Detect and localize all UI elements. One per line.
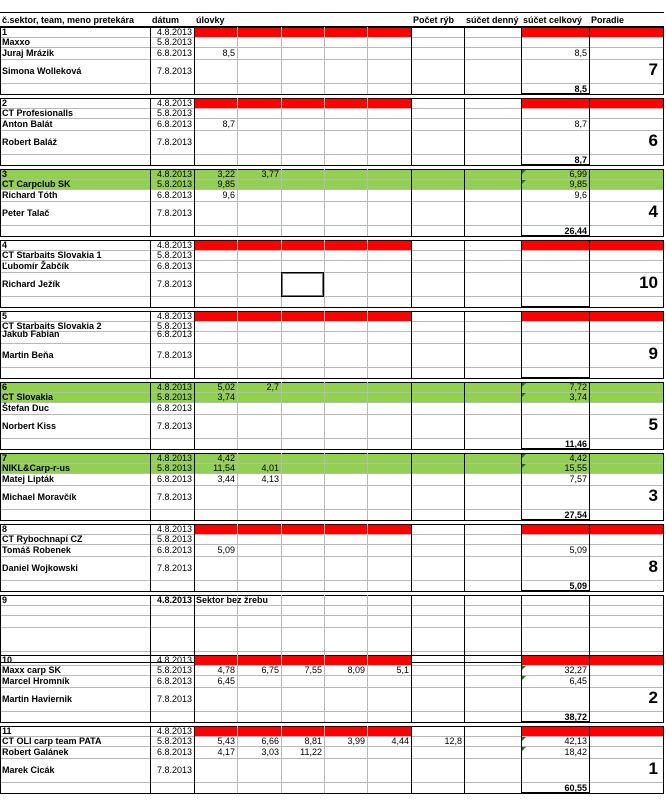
grid-line [411, 595, 412, 662]
date-cell: 6.8.2013 [156, 118, 192, 129]
team-member-name: Richard Tóth [2, 189, 58, 200]
sector-rank: 5 [648, 414, 658, 434]
grid-line [0, 627, 664, 628]
team-member-name: CT Profesionalls [2, 108, 74, 118]
grid-line [237, 169, 238, 236]
cell-comment-marker [522, 170, 526, 174]
header-catches: úlovky [196, 14, 225, 25]
team-member-name: Juraj Mrázik [2, 47, 55, 58]
grid-line [464, 240, 465, 307]
grid-line [367, 240, 368, 307]
catch-weight: 11,22 [300, 746, 322, 757]
grid-line [237, 382, 238, 449]
grid-line [367, 311, 368, 378]
catch-weight: 4,01 [261, 463, 279, 473]
total-sum-cell: 4,42 [569, 453, 587, 463]
sector-rank: 6 [648, 130, 658, 150]
total-underline [521, 377, 589, 378]
grid-line [324, 595, 325, 662]
team-member-name: CT OLI carp team PATA [2, 736, 102, 746]
grid-line [324, 453, 325, 520]
grid-line [324, 27, 325, 94]
grid-line [194, 27, 195, 94]
fish-count-cell: 12,8 [444, 736, 462, 746]
date-cell: 4.8.2013 [156, 240, 192, 250]
header-total-sum: súčet celkový [523, 14, 583, 25]
catch-weight: 3,22 [217, 169, 235, 179]
grid-line [0, 595, 1, 662]
sector-rank: 1 [648, 758, 658, 778]
team-member-name: Štefan Duc [2, 402, 50, 413]
date-cell: 6.8.2013 [156, 402, 192, 413]
grid-line [281, 311, 282, 378]
catch-weight: 6,45 [217, 675, 235, 686]
grid-line [281, 524, 282, 591]
grid-line [367, 98, 368, 165]
catch-weight: 5,02 [217, 382, 235, 392]
grid-line [367, 27, 368, 94]
grid-line [411, 524, 412, 591]
grid-line [464, 726, 465, 793]
date-cell: 6.8.2013 [156, 473, 192, 484]
grid-line [194, 240, 195, 307]
team-member-name: CT Starbaits Slovakia 2 [2, 321, 102, 331]
sector-grand-total: 27,54 [564, 509, 587, 520]
date-cell: 4.8.2013 [156, 595, 192, 605]
total-sum-cell: 6,45 [569, 675, 587, 686]
grid-line [367, 595, 368, 662]
grid-line [0, 12, 664, 13]
catch-weight: 6,75 [261, 665, 279, 675]
date-cell: 7.8.2013 [156, 136, 192, 147]
total-sum-cell: 9,6 [574, 189, 587, 200]
team-member-name: Michael Moravčík [2, 491, 77, 502]
header-sector-team: č.sektor, team, meno pretekára [2, 14, 135, 25]
catch-weight: 4,13 [261, 473, 279, 484]
header-daily-sum: súčet denný [466, 14, 519, 25]
grid-line [589, 595, 590, 662]
grid-line [237, 311, 238, 378]
grid-line [237, 240, 238, 307]
grid-line [324, 382, 325, 449]
team-member-name: Norbert Kiss [2, 420, 57, 431]
catch-weight: 4,44 [391, 736, 409, 746]
no-catch-band [194, 240, 411, 250]
grid-line [324, 169, 325, 236]
grid-line [521, 595, 522, 662]
grid-line [237, 595, 238, 662]
sector-rank: 3 [648, 485, 658, 505]
grid-line [411, 169, 412, 236]
date-cell: 5.8.2013 [156, 179, 192, 189]
sector-number: 6 [2, 382, 8, 392]
team-member-name: Simona Wolleková [2, 65, 82, 76]
total-sum-cell: 32,27 [564, 665, 587, 675]
sector-rank: 2 [648, 687, 658, 707]
grid-line [367, 382, 368, 449]
date-cell: 7.8.2013 [156, 278, 192, 289]
cell-comment-marker [522, 676, 526, 680]
grid-line [0, 651, 664, 652]
sector-number: 5 [2, 311, 8, 321]
total-sum-cell: 9,85 [569, 179, 587, 189]
grid-line [194, 98, 195, 165]
date-cell: 6.8.2013 [156, 746, 192, 757]
grid-line [194, 595, 195, 662]
catch-weight: 5,43 [217, 736, 235, 746]
grid-line [281, 27, 282, 94]
grid-line [194, 311, 195, 378]
header-date: dátum [152, 14, 179, 25]
sector-note: Sektor bez žrebu [196, 595, 269, 605]
header-rank: Poradie [591, 14, 625, 25]
catch-weight: 3,03 [261, 746, 279, 757]
no-catch-band [521, 311, 664, 321]
catch-weight: 4,17 [217, 746, 235, 757]
sector-grand-total: 38,72 [564, 711, 587, 722]
grid-line [464, 382, 465, 449]
sector-grand-total: 8,7 [574, 154, 587, 165]
team-member-name: NIKL&Carp-r-us [2, 463, 71, 473]
sector-grand-total: 26,44 [564, 225, 587, 236]
team-member-name: Robert Baláž [2, 136, 58, 147]
catch-weight: 8,81 [304, 736, 322, 746]
team-member-name: CT Carpclub SK [2, 179, 71, 189]
grid-line [464, 169, 465, 236]
team-member-name: Anton Balát [2, 118, 53, 129]
grid-line [367, 169, 368, 236]
team-member-name: CT Rybochnapí CZ [2, 534, 83, 544]
no-catch-band [194, 311, 411, 321]
sector-number: 8 [2, 524, 8, 534]
date-cell: 4.8.2013 [156, 524, 192, 534]
grid-line [281, 382, 282, 449]
grid-line [0, 605, 664, 606]
catch-weight: 3,74 [217, 392, 235, 402]
total-sum-cell: 3,74 [569, 392, 587, 402]
grid-line [281, 595, 282, 662]
team-member-name: Marek Cicák [2, 764, 55, 775]
grid-line [411, 453, 412, 520]
total-sum-cell: 8,5 [574, 47, 587, 58]
date-cell: 5.8.2013 [156, 392, 192, 402]
sector-number: 1 [2, 27, 8, 37]
no-catch-band [521, 27, 664, 37]
grid-line [237, 98, 238, 165]
grid-line [324, 524, 325, 591]
sector-number: 9 [2, 595, 8, 605]
catch-weight: 5,09 [217, 544, 235, 555]
team-member-name: Robert Galánek [2, 746, 69, 757]
team-member-name: Maxx carp SK [2, 665, 62, 675]
date-cell: 6.8.2013 [156, 544, 192, 555]
total-sum-cell: 8,7 [574, 118, 587, 129]
date-cell: 4.8.2013 [156, 382, 192, 392]
team-member-name: Tomáš Robenek [2, 544, 71, 555]
catch-weight: 7,55 [304, 665, 322, 675]
sector-bottom-line [0, 378, 664, 379]
team-member-name: Jakub Fabian [2, 329, 60, 339]
date-cell: 7.8.2013 [156, 420, 192, 431]
grid-line [281, 453, 282, 520]
no-catch-band [521, 98, 664, 108]
grid-line [281, 98, 282, 165]
date-cell: 6.8.2013 [156, 47, 192, 58]
date-cell: 7.8.2013 [156, 207, 192, 218]
sector-number: 11 [2, 726, 12, 736]
grid-line [464, 655, 465, 722]
sector-number: 2 [2, 98, 8, 108]
date-cell: 4.8.2013 [156, 169, 192, 179]
grid-line [367, 453, 368, 520]
date-cell: 7.8.2013 [156, 764, 192, 775]
sector-grand-total: 5,09 [569, 580, 587, 591]
date-cell: 5.8.2013 [156, 534, 192, 544]
grid-line [0, 296, 664, 297]
no-catch-band [521, 240, 664, 250]
grid-line [464, 524, 465, 591]
grid-line [464, 27, 465, 94]
total-sum-cell: 7,72 [569, 382, 587, 392]
grid-line [237, 524, 238, 591]
grid-line [237, 27, 238, 94]
date-cell: 5.8.2013 [156, 108, 192, 118]
grid-line [464, 98, 465, 165]
date-cell: 7.8.2013 [156, 491, 192, 502]
grid-line [324, 240, 325, 307]
catch-weight: 9,6 [222, 189, 235, 200]
grid-line [464, 311, 465, 378]
catch-weight: 8,09 [347, 665, 365, 675]
cell-comment-marker [522, 747, 526, 751]
sector-grand-total: 11,46 [564, 438, 587, 449]
grid-line [464, 595, 465, 662]
grid-line [411, 311, 412, 378]
team-member-name: Richard Ježík [2, 278, 61, 289]
date-cell: 6.8.2013 [156, 189, 192, 200]
selected-cell[interactable] [281, 272, 324, 297]
team-member-name: Matej Lipták [2, 473, 55, 484]
date-cell: 7.8.2013 [156, 693, 192, 704]
sector-rank: 7 [648, 59, 658, 79]
date-cell: 7.8.2013 [156, 562, 192, 573]
sector-rank: 9 [648, 343, 658, 363]
no-catch-band [194, 655, 411, 665]
total-sum-cell: 15,55 [564, 463, 587, 473]
catch-weight: 9,85 [217, 179, 235, 189]
date-cell: 4.8.2013 [156, 98, 192, 108]
grid-line [281, 169, 282, 236]
team-member-name: Maxxo [2, 37, 31, 47]
grid-line [324, 311, 325, 378]
no-catch-band [521, 655, 664, 665]
date-cell: 4.8.2013 [156, 453, 192, 463]
grid-line [521, 311, 522, 378]
grid-line [367, 524, 368, 591]
date-cell: 6.8.2013 [156, 329, 192, 339]
cell-comment-marker [522, 454, 526, 458]
date-cell: 5.8.2013 [156, 321, 192, 331]
sector-rank: 4 [648, 201, 658, 221]
grid-line [411, 655, 412, 722]
no-catch-band [194, 524, 411, 534]
team-member-name: CT Starbaits Slovakia 1 [2, 250, 102, 260]
team-member-name: Daniel Wojkowski [2, 562, 78, 573]
total-sum-cell: 6,99 [569, 169, 587, 179]
catch-weight: 8,5 [222, 47, 235, 58]
date-cell: 4.8.2013 [156, 655, 192, 665]
total-sum-cell: 18,42 [564, 746, 587, 757]
no-catch-band [194, 98, 411, 108]
sector-grand-total: 8,5 [574, 83, 587, 94]
date-cell: 6.8.2013 [156, 260, 192, 271]
no-catch-band [194, 27, 411, 37]
sector-bottom-line [0, 307, 664, 308]
date-cell: 6.8.2013 [156, 675, 192, 686]
date-cell: 4.8.2013 [156, 27, 192, 37]
team-member-name: Ľubomír Žabčík [2, 260, 70, 271]
catch-weight: 3,44 [217, 473, 235, 484]
sector-number: 3 [2, 169, 8, 179]
header-fish-count: Počet rýb [413, 14, 455, 25]
no-catch-band [521, 726, 664, 736]
catch-weight: 5,1 [396, 665, 409, 675]
grid-line [194, 524, 195, 591]
grid-line [663, 595, 664, 662]
catch-weight: 3,77 [261, 169, 279, 179]
sector-number: 10 [2, 655, 13, 665]
cell-comment-marker [522, 666, 526, 670]
team-member-name: CT Slovakia [2, 392, 54, 402]
no-catch-band [194, 726, 411, 736]
cell-comment-marker [522, 180, 526, 184]
total-sum-cell: 7,57 [569, 473, 587, 484]
date-cell: 7.8.2013 [156, 65, 192, 76]
sector-number: 4 [2, 240, 8, 250]
grid-line [521, 240, 522, 307]
no-catch-band [521, 524, 664, 534]
catch-weight: 6,66 [261, 736, 279, 746]
date-cell: 5.8.2013 [156, 37, 192, 47]
catch-weight: 4,42 [217, 453, 235, 463]
date-cell: 5.8.2013 [156, 250, 192, 260]
total-underline [521, 306, 589, 307]
date-cell: 5.8.2013 [156, 736, 192, 746]
team-member-name: Martin Haviernik [2, 693, 73, 704]
total-sum-cell: 5,09 [569, 544, 587, 555]
cell-comment-marker [522, 393, 526, 397]
catch-weight: 2,7 [266, 382, 279, 392]
grid-line [0, 367, 664, 368]
sector-rank: 8 [648, 556, 658, 576]
grid-line [464, 453, 465, 520]
cell-comment-marker [522, 464, 526, 468]
date-cell: 5.8.2013 [156, 463, 192, 473]
catch-weight: 11,54 [213, 463, 235, 473]
grid-line [150, 595, 151, 662]
total-sum-cell: 42,13 [564, 736, 587, 746]
team-member-name: Marcel Hromník [2, 675, 70, 686]
date-cell: 7.8.2013 [156, 349, 192, 360]
date-cell: 4.8.2013 [156, 311, 192, 321]
team-member-name: Martin Beňa [2, 349, 54, 360]
grid-line [411, 27, 412, 94]
grid-line [324, 98, 325, 165]
sector-number: 7 [2, 453, 8, 463]
catch-weight: 4,78 [217, 665, 235, 675]
sector-grand-total: 60,55 [564, 782, 587, 793]
sector-rank: 10 [639, 272, 658, 292]
team-member-name: Peter Talač [2, 207, 50, 218]
date-cell: 4.8.2013 [156, 726, 192, 736]
grid-line [0, 615, 664, 616]
cell-comment-marker [522, 737, 526, 741]
date-cell: 5.8.2013 [156, 665, 192, 675]
grid-line [411, 240, 412, 307]
grid-line [411, 382, 412, 449]
catch-weight: 3,99 [347, 736, 365, 746]
catch-weight: 8,7 [222, 118, 235, 129]
grid-line [411, 98, 412, 165]
cell-comment-marker [522, 383, 526, 387]
